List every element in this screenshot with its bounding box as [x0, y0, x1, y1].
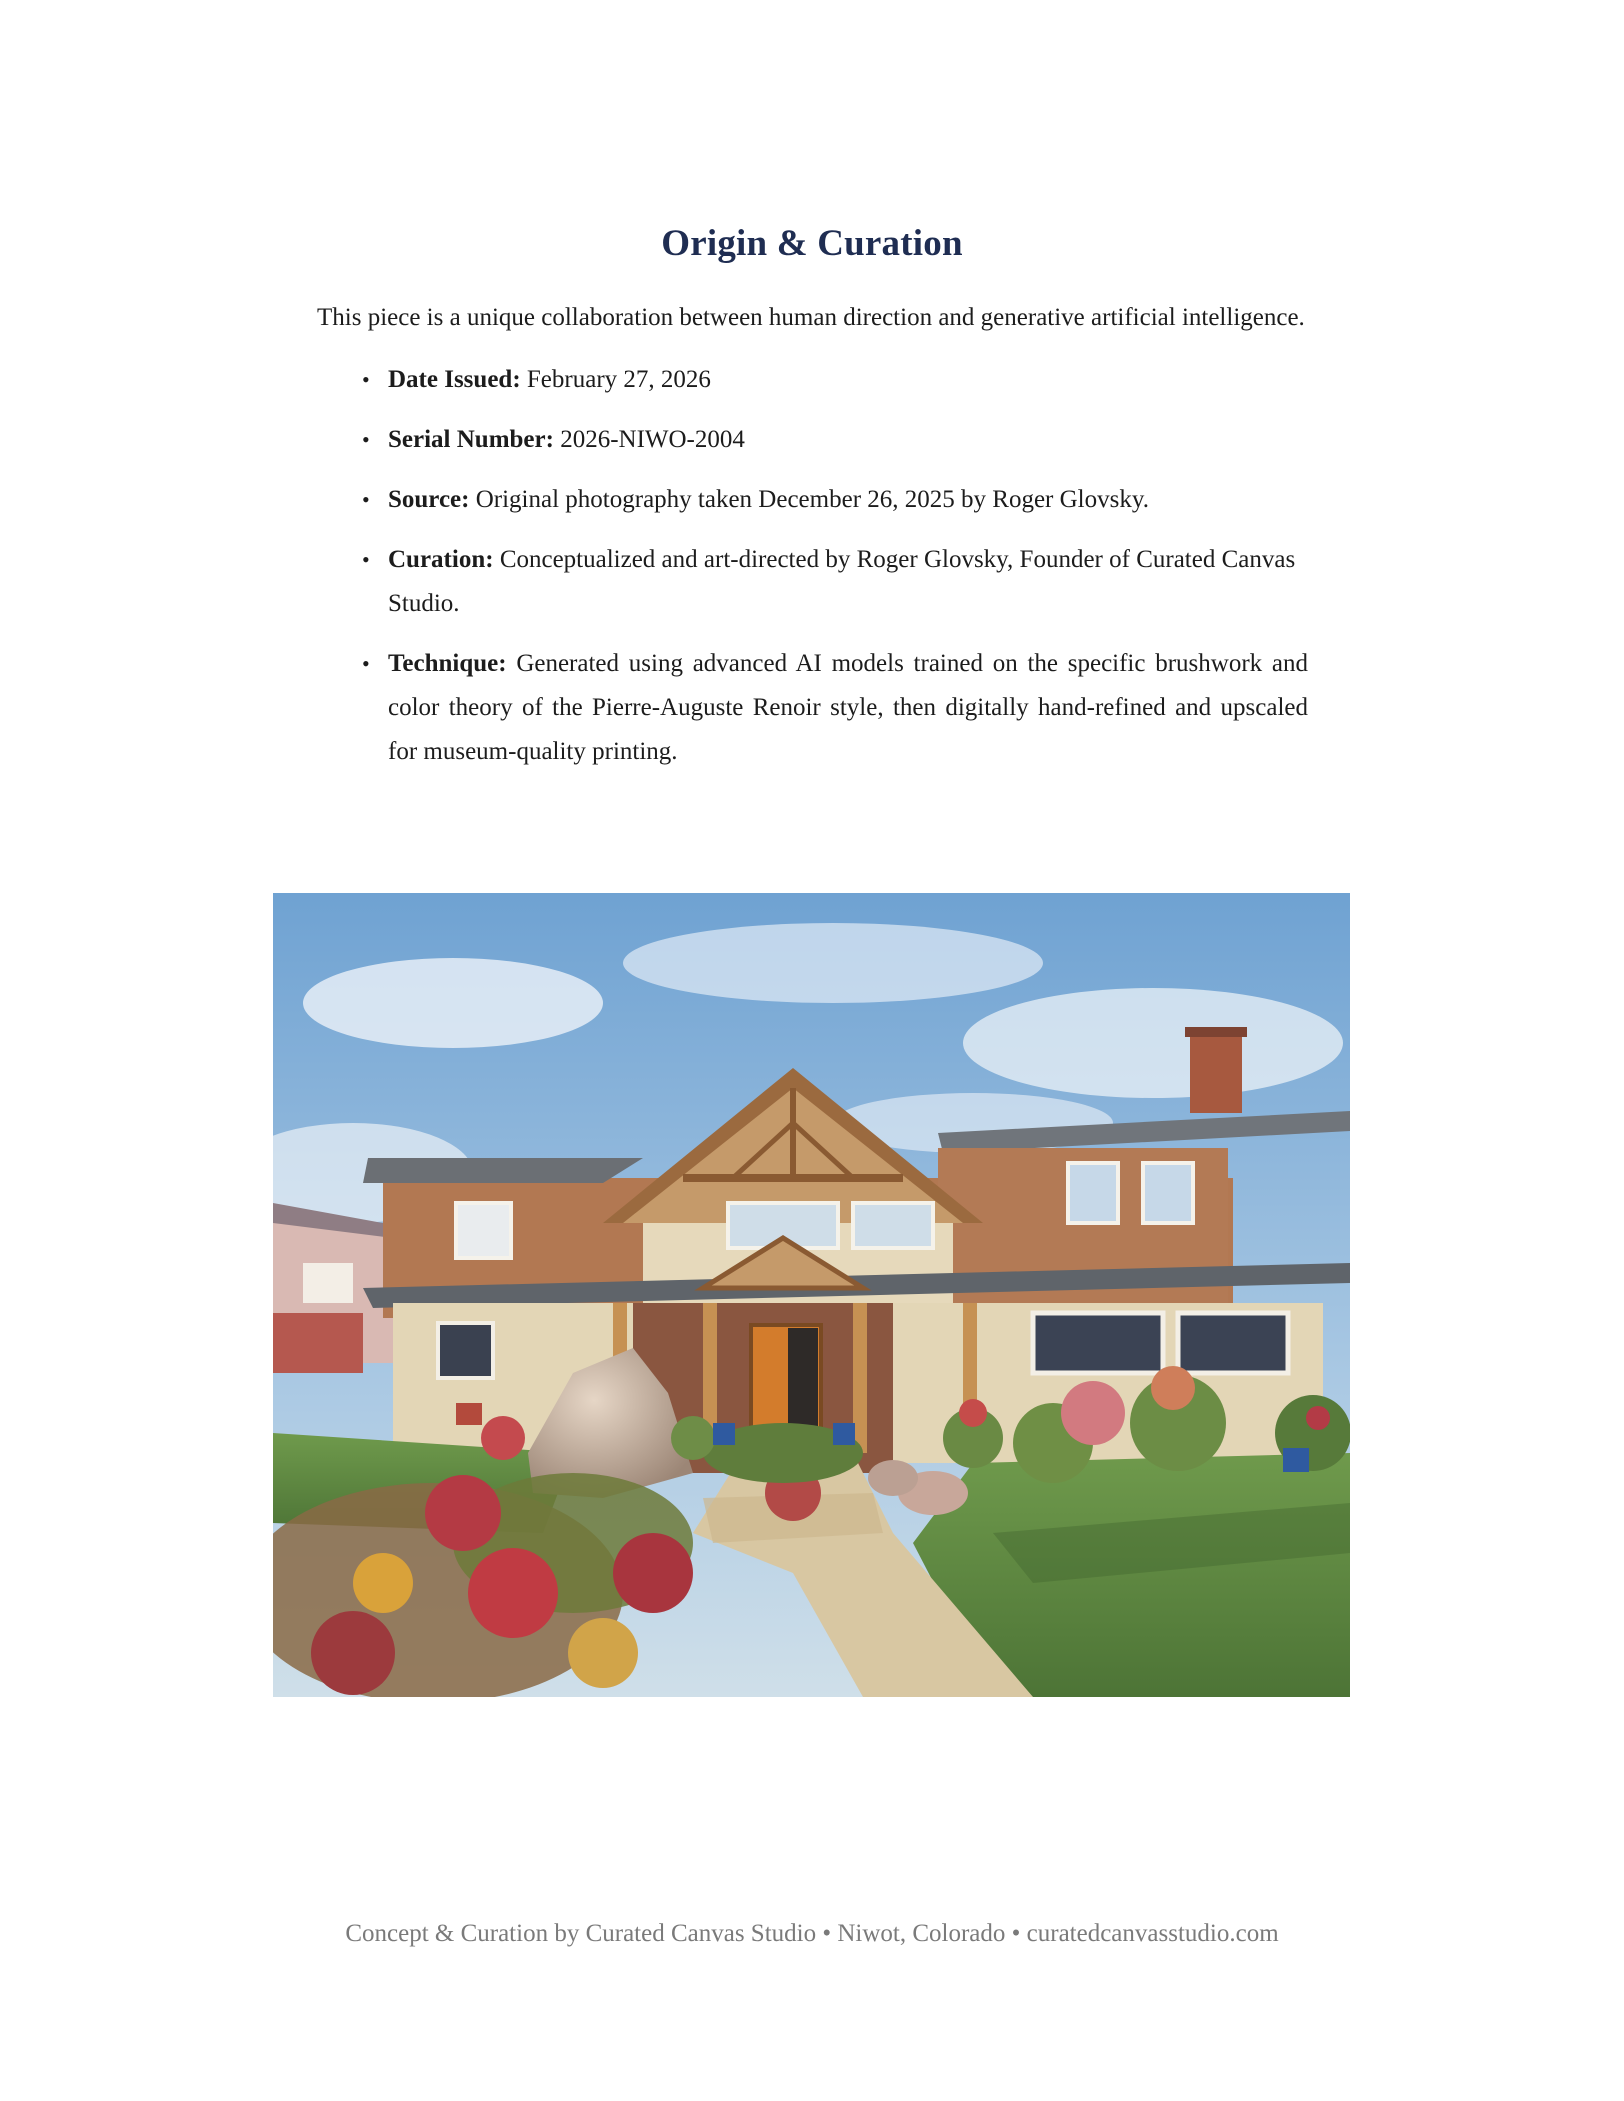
detail-value: February 27, 2026	[526, 366, 711, 393]
detail-source	[362, 478, 1308, 522]
details-list	[362, 358, 1308, 790]
bullet-icon: •	[362, 487, 370, 512]
intro-paragraph: This piece is a unique collaboration between human direction and generative artificial intelligence.	[317, 304, 1305, 331]
detail-label: Source:	[388, 486, 470, 513]
detail-label: Technique:	[388, 650, 507, 677]
detail-value: 2026-NIWO-2004	[560, 426, 745, 453]
bullet-icon: •	[362, 427, 370, 452]
bullet-icon: •	[362, 547, 370, 572]
detail-date-issued	[362, 358, 1308, 402]
detail-label: Serial Number:	[388, 426, 554, 453]
page-footer: Concept & Curation by Curated Canvas Studio • Niwot, Colorado • curatedcanvasstudio.com	[345, 1920, 1279, 1947]
bullet-icon: •	[362, 651, 370, 676]
detail-value: Generated using advanced AI models trained on the specific brushwork and color theory of the Pierre-Auguste Renoir style, then digitally hand-refined and upscaled for museum-quality printing.	[388, 650, 1308, 765]
page-title: Origin & Curation	[661, 223, 963, 264]
detail-value: Conceptualized and art-directed by Roger Glovsky, Founder of Curated Canvas Studio.	[388, 546, 1296, 617]
detail-label: Date Issued:	[388, 366, 521, 393]
watercolor-house-painting-icon	[273, 893, 1350, 1697]
detail-curation	[362, 538, 1308, 626]
detail-serial-number	[362, 418, 1308, 462]
detail-value: Original photography taken December 26, 2025 by Roger Glovsky.	[475, 486, 1149, 513]
detail-technique	[362, 642, 1308, 774]
bullet-icon: •	[362, 367, 370, 392]
artwork-image	[273, 893, 1350, 1697]
detail-label: Curation:	[388, 546, 494, 573]
